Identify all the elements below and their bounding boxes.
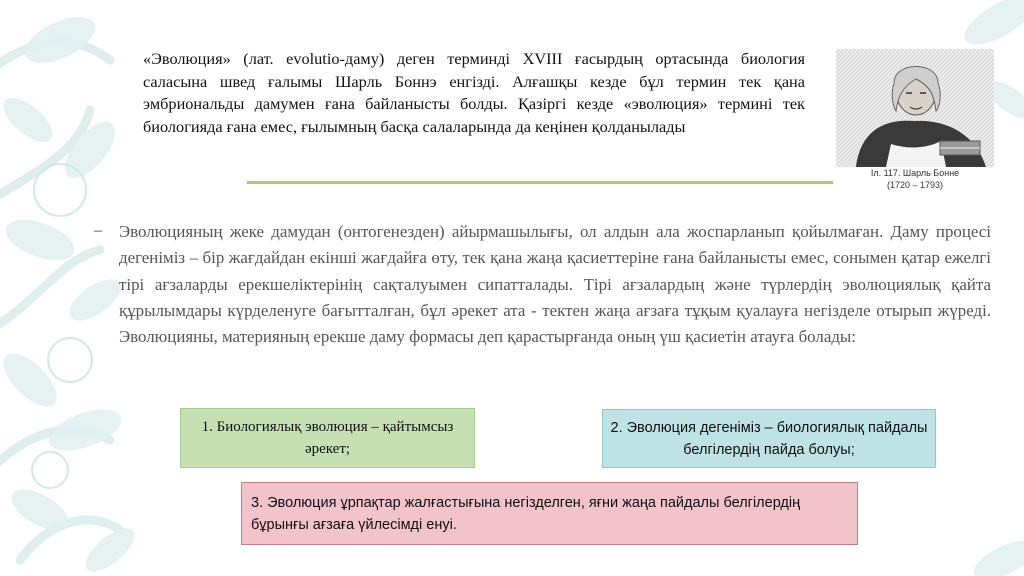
property-box-1-text: 1. Биологиялық эволюция – қайтымсыз әрекет; bbox=[201, 419, 454, 457]
portrait-caption-line1: Іл. 117. Шарль Бонне bbox=[870, 168, 960, 178]
main-paragraph: Эволюцияның жеке дамудан (онтогенезден) айырмашылығы, ол алдын ала жоспарланып қойылмаған. Даму процесі дегеніміз – бір жағдайдан екінші жағдайға өту, тек қана жаңа қасиеттеріне ғана байланысты емес, сонымен қатар ежелгі тірі ағзаларды ерекшеліктерінің сақталуымен сипатталады. Тірі ағзалардың және түрлердің эволюциялық қайта құрылымдары күрделенуге бағытталған, бұл әрекет ата - тектен жаңа ағзаға тұқым қуалауға негізделе отырып жүреді. Эволюцияны, материяның ерекше даму формасы деп қарастырғанда оның үш қасиетін атауға болады: bbox=[119, 222, 991, 347]
portrait-image bbox=[836, 49, 994, 167]
portrait-caption bbox=[836, 167, 994, 193]
divider-line bbox=[247, 181, 833, 184]
portrait-caption-line2: (1720 – 1793) bbox=[886, 180, 944, 190]
property-box-2-text: 2. Эволюция дегеніміз – биологиялық пайдалы белгілердің пайда болуы; bbox=[610, 419, 928, 458]
bullet-marker: – bbox=[94, 222, 102, 239]
portrait-engraving bbox=[836, 49, 994, 167]
property-box-3 bbox=[241, 482, 858, 545]
intro-paragraph: «Эволюция» (лат. evolutio-даму) деген терминді XVIII ғасырдың ортасында биология саласына швед ғалымы Шарль Боннэ енгізді. Алғашқы кезде бұл термин тек қана эмбриональды дамумен ғана байланысты болды. Қазіргі кезде «эволюция» термині тек биологияда ғана емес, ғылымның басқа салаларында да кеңінен қолданылады bbox=[143, 49, 805, 136]
property-box-1 bbox=[180, 408, 475, 468]
property-box-2 bbox=[602, 409, 936, 468]
property-box-3-text: 3. Эволюция ұрпақтар жалғастығына негізделген, яғни жаңа пайдалы белгілердің бұрынғы ағзаға үйлесімді енуі. bbox=[251, 494, 801, 533]
